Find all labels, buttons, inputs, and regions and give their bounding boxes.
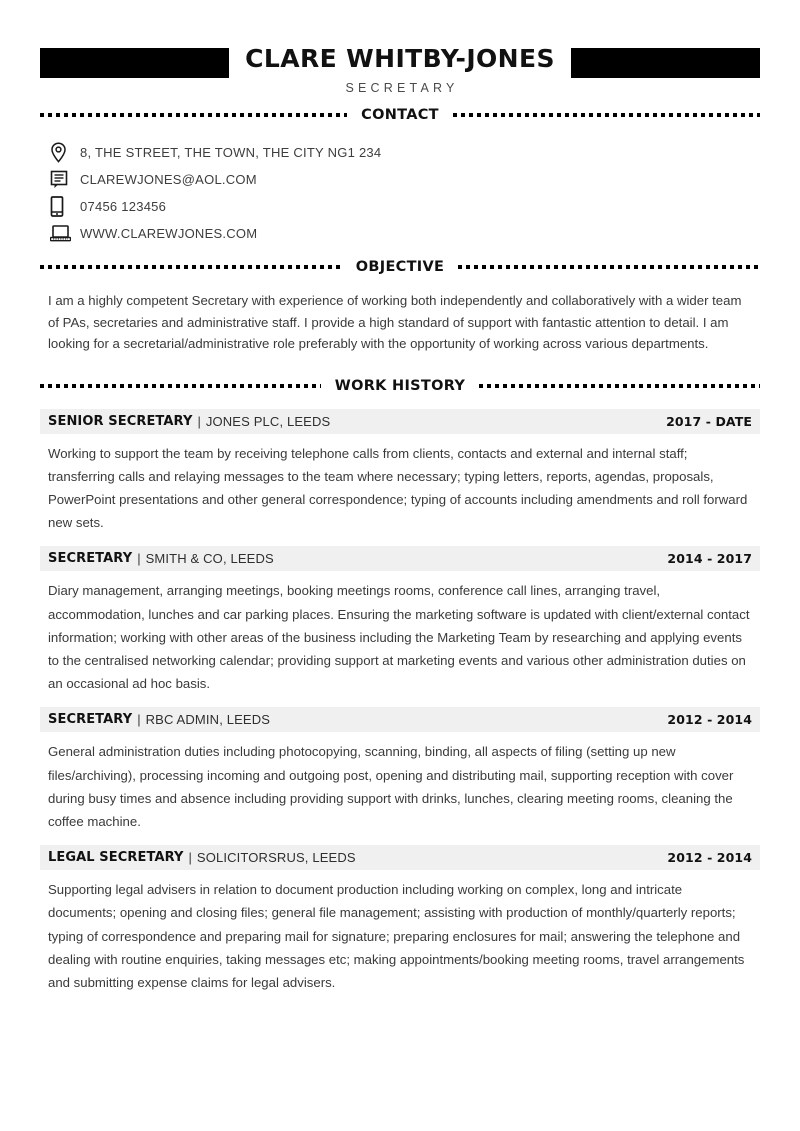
dotted-rule-left — [40, 265, 342, 269]
email-icon — [50, 170, 80, 189]
dotted-rule-right — [479, 384, 760, 388]
job-company: SOLICITORSRUS, LEEDS — [196, 850, 356, 866]
header-accent-bar-right — [571, 48, 760, 78]
section-title-objective: OBJECTIVE — [355, 259, 445, 275]
job-header-row — [40, 845, 760, 870]
dotted-rule-left — [40, 113, 347, 117]
job-description: Diary management, arranging meetings, booking meetings rooms, conference call lines, arranging travel, accommodation, lunches and car parking places. Ensuring the marketing software is updated with client/external contact information; working with other areas of the business including the Marketing Team by researching and applying events to the centralised networking calendar; providing support at marketing events and various other administration duties on an occasional ad hoc basis. — [48, 583, 750, 692]
laptop-icon — [50, 224, 80, 243]
contact-list — [50, 139, 760, 247]
job-title: SECRETARY — [48, 551, 133, 567]
section-header-objective — [40, 256, 760, 278]
header-accent-bar-left — [40, 48, 229, 78]
contact-email-text: CLAREWJONES@AOL.COM — [80, 171, 257, 187]
header-name-block — [229, 43, 571, 96]
dotted-rule-right — [453, 113, 760, 117]
job-dates: 2012 - 2014 — [667, 850, 752, 866]
job-company: RBC ADMIN, LEEDS — [145, 712, 271, 728]
job-entry — [40, 845, 760, 994]
work-history-list — [40, 409, 760, 995]
job-description: Working to support the team by receiving telephone calls from clients, contacts and external and internal staff; transferring calls and relaying messages to the team where necessary; typing letters, reports, agendas, proposals, PowerPoint presentations and other general correspondence; typing of accounts including amendments and roll forward new sets. — [48, 445, 748, 531]
job-separator: | — [197, 413, 201, 429]
job-company: JONES PLC, LEEDS — [205, 413, 331, 429]
contact-item-website[interactable] — [50, 220, 760, 247]
job-description: Supporting legal advisers in relation to document production including working on complex, long and intricate documents; opening and closing files; general file management; assisting with production of monthly/quarterly reports; typing of correspondence and preparing mail for signature; preparing enclosures for mail; answering the telephone and dealing with routine enquiries, taking messages etc; making appointments/booking meeting rooms, travel arrangements and submitting expense claims for legal advisers. — [48, 882, 745, 990]
section-header-work-history — [40, 375, 760, 397]
section-title-contact: CONTACT — [361, 107, 439, 123]
page-title: CLARE WHITBY-JONES — [245, 44, 555, 73]
contact-item-phone — [50, 193, 760, 220]
job-description: General administration duties including photocopying, scanning, binding, all aspects of filing (setting up new files/archiving), processing incoming and outgoing post, opening and distributing mail, supporting reception with cover during busy times and absence including providing support with drinks, lunches, clearing meeting rooms, cleaning the coffee machine. — [48, 744, 734, 829]
job-entry — [40, 409, 760, 535]
job-entry — [40, 546, 760, 695]
job-company: SMITH & CO, LEEDS — [145, 551, 274, 567]
contact-item-address — [50, 139, 760, 166]
job-title: SECRETARY — [48, 712, 133, 728]
objective-body — [40, 290, 760, 355]
map-pin-icon — [50, 142, 80, 163]
resume-header — [40, 0, 760, 94]
objective-text: I am a highly competent Secretary with experience of working both independently and collaboratively with a wider team of PAs, secretaries and administrative staff. I provide a high standard of support with fantastic attention to detail. I am looking for a secretarial/administrative role preferably with the opportunity of working across various departments. — [48, 293, 742, 351]
dotted-rule-left — [40, 384, 321, 388]
job-dates: 2012 - 2014 — [667, 712, 752, 728]
job-separator: | — [137, 712, 141, 728]
job-dates: 2017 - DATE — [666, 413, 752, 429]
dotted-rule-right — [458, 265, 760, 269]
job-separator: | — [188, 850, 192, 866]
header-subtitle: SECRETARY — [345, 81, 459, 95]
section-title-work-history: WORK HISTORY — [334, 377, 466, 394]
job-separator: | — [137, 551, 141, 567]
contact-item-email[interactable] — [50, 166, 760, 193]
contact-address-text: 8, THE STREET, THE TOWN, THE CITY NG1 234 — [80, 144, 382, 160]
phone-icon — [50, 196, 80, 217]
job-entry — [40, 707, 760, 833]
job-header-row — [40, 707, 760, 732]
job-header-row — [40, 546, 760, 571]
contact-website-text: WWW.CLAREWJONES.COM — [80, 225, 258, 241]
job-header-row — [40, 409, 760, 434]
job-dates: 2014 - 2017 — [667, 551, 752, 567]
job-title: SENIOR SECRETARY — [48, 413, 193, 429]
job-title: LEGAL SECRETARY — [48, 850, 184, 866]
section-header-contact — [40, 104, 760, 126]
contact-phone-text: 07456 123456 — [80, 198, 167, 214]
